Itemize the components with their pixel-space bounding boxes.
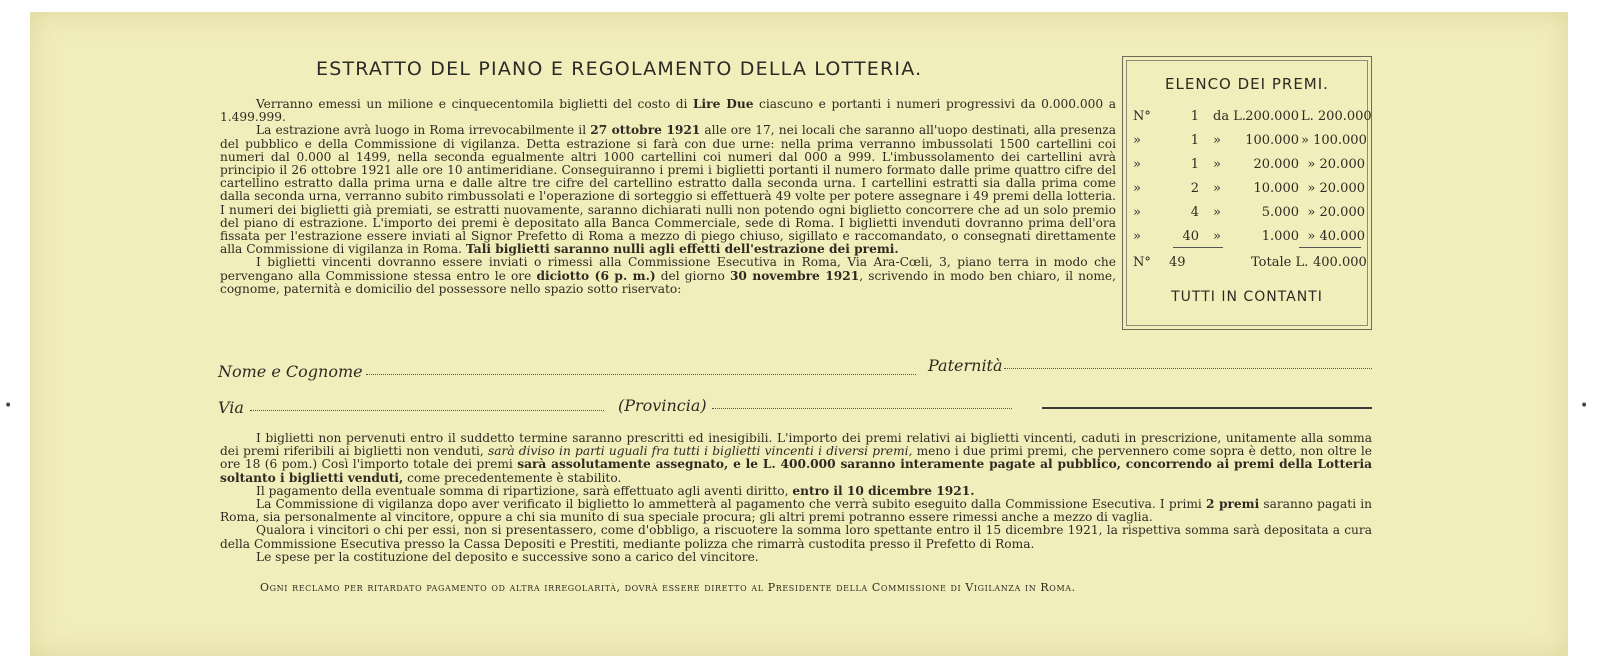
prize-unit: » [1213, 205, 1221, 220]
conditions-text-run: Il pagamento della eventuale somma di ripartizione, sarà effettuato agli aventi diritto, [256, 483, 793, 498]
conditions-paragraph-4: Qualora i vincitori o chi per essi, non si presentassero, come d'obbligo, a riscuotere la somma loro spettante entro il 15 dicembre 1921, la rispettiva somma sarà depositata a cura della Commissione Esecutiva presso la Cassa Depositi e Prestiti, mediante polizza che rimarrà custodita presso il Prefetto di Roma. [220, 523, 1372, 551]
prize-quantity: 1 [1190, 157, 1199, 172]
page-title: ESTRATTO DEL PIANO E REGOLAMENTO DELLA LOTTERIA. [316, 58, 923, 80]
total-rule-left [1173, 247, 1223, 248]
prize-total: » 100.000 [1301, 133, 1367, 148]
conditions-emphasis: sarà assolutamente assegnato, e le L. 400.000 saranno interamente pagate al pubblico, concorrendo ai premi della Lotteria soltanto i biglietti venduti, [220, 457, 1372, 485]
cash-label: TUTTI IN CONTANTI [1171, 289, 1323, 305]
prize-unit: » [1213, 181, 1221, 196]
prize-unit: » [1213, 133, 1221, 148]
prize-unit: » [1213, 229, 1221, 244]
total-value: 400.000 [1313, 255, 1367, 270]
regulation-text [220, 98, 1116, 296]
paternity-label: Paternità [928, 356, 1003, 375]
closing-notice: Ogni reclamo per ritardato pagamento od altra irregolarità, dovrà essere diretto al Presidente della Commissione di Vigilanza in Roma. [260, 581, 1076, 594]
prize-unit: » [1213, 157, 1221, 172]
prize-row [1133, 109, 1372, 129]
prize-number-mark: » [1133, 133, 1141, 148]
conditions-paragraph-5: Le spese per la costituzione del deposito e successive sono a carico del vincitore. [256, 549, 759, 564]
regulation-text-run: alle ore 17, nei locali che saranno all'uopo destinati, alla presenza del pubblico e della Commissione di vigilanza. Detta estrazione si farà con due urne: nella prima verranno imbussolati 1500 cartellini coi numeri dal 0.000 al 1499, nella seconda egualmente altri 1000 cartellini coi numeri dal 000 a 999. L'imbussolamento dei cartellini avrà principio il 26 ottobre 1921 alle ore 10 antimeridiane. Conseguiranno i premi i biglietti portanti il numero formato dalle prime quattro cifre del cartellino estratto dalla prima urna e dalle altre tre cifre del cartellino estratto dalla seconda urna. I cartellini estratti sia dalla prima come dalla seconda urna, verranno subito rimbussolati e l'operazione di sorteggio si effettuerà 49 volte per potere assegnare i 49 premi della lotteria. I numeri dei biglietti già premiati, se estratti nuovamente, saranno dichiarati nulli non potendo ogni biglietto concorrere che ad un solo premio del piano di estrazione. L'importo dei premi è depositato alla Banca Commerciale, sede di Roma. I biglietti invenduti dovranno prima dell'ora fissata per l'estrazione essere inviati al Signor Prefetto di Roma a mezzo di piego chiuso, sigillato e raccomandato, o consegnati direttamente alla Commissione di vigilanza in Roma. [220, 123, 1116, 257]
prize-quantity: 1 [1190, 109, 1199, 124]
prize-row [1133, 133, 1367, 153]
province-label: (Provincia) [618, 396, 707, 415]
prize-value: 20.000 [1253, 157, 1299, 172]
prize-row [1133, 205, 1365, 225]
regulation-paragraph-1 [220, 98, 1116, 124]
conditions-paragraph-3 [220, 498, 1372, 524]
total-number-mark: N° [1133, 255, 1151, 270]
regulation-text-run: Verranno emessi un milione e cinquecentomila biglietti del costo di [256, 97, 693, 111]
prize-list-box [1122, 56, 1372, 330]
prize-quantity: 2 [1190, 181, 1199, 196]
prize-row [1133, 157, 1365, 177]
prize-value: 10.000 [1253, 181, 1299, 196]
conditions-text-run: La Commissione di vigilanza dopo aver verificato il biglietto lo ammetterà al pagamento che verrà subito eseguito dalla Commissione Esecutiva. I primi [256, 497, 1206, 512]
prize-total-row [1133, 255, 1367, 275]
total-rule-right [1299, 247, 1361, 248]
prize-total: » 20.000 [1307, 157, 1365, 172]
conditions-emphasis: entro il 10 dicembre 1921. [792, 483, 975, 498]
conditions-text-run: meno i due primi premi, che pervennero come sopra è detto, non oltre le ore 18 (6 pom.) Così l'importo totale dei premi [220, 444, 1372, 472]
conditions-paragraph-1 [220, 432, 1372, 485]
regulation-text-run: I biglietti vincenti dovranno essere inviati o rimessi alla Commissione Esecutiva in Roma, Via Ara-Cœli, 3, piano terra in modo che pervengano alla Commissione stessa entro le ore [220, 255, 1116, 283]
regulation-paragraph-3 [220, 256, 1116, 296]
prize-list-title: ELENCO DEI PREMI. [1165, 75, 1329, 93]
prize-total: L. 200.000 [1301, 109, 1372, 124]
total-quantity: 49 [1169, 255, 1186, 270]
prize-row [1133, 181, 1365, 201]
prize-value: 1.000 [1261, 229, 1299, 244]
regulation-emphasis: diciotto (6 p. m.) [536, 268, 656, 283]
prize-quantity: 40 [1182, 229, 1199, 244]
prize-unit: da L. [1213, 109, 1246, 124]
regulation-emphasis: 30 novembre 1921 [729, 268, 860, 283]
prize-number-mark: N° [1133, 109, 1151, 124]
province-field-line[interactable] [712, 408, 1012, 409]
prize-total: » 20.000 [1307, 205, 1365, 220]
conditions-text-run: come precedentemente è stabilito. [403, 470, 622, 485]
prize-quantity: 1 [1190, 133, 1199, 148]
regulation-text-run: La estrazione avrà luogo in Roma irrevocabilmente il [256, 123, 591, 138]
prize-total: » 20.000 [1307, 181, 1365, 196]
fold-mark-right: • [1580, 398, 1589, 414]
prize-number-mark: » [1133, 157, 1141, 172]
regulation-text-run: del giorno [655, 268, 730, 283]
name-field-line[interactable] [366, 374, 916, 375]
prize-row [1133, 229, 1365, 249]
total-label: Totale L. [1251, 255, 1309, 270]
regulation-emphasis: 27 ottobre 1921 [590, 123, 701, 138]
prize-number-mark: » [1133, 205, 1141, 220]
prize-value: 5.000 [1261, 205, 1299, 220]
conditions-text-run: I biglietti non pervenuti entro il suddetto termine saranno prescritti ed inesigibili. L'importo dei premi relativi ai biglietti vincenti, caduti in prescrizione, unitamente alla somma dei premi riferibili ai biglietti non venduti, [220, 431, 1372, 459]
street-label: Via [218, 398, 244, 417]
conditions-text-run: saranno pagati in Roma, sia personalmente al vincitore, oppure a chi sia munito di sua speciale procura; gli altri premi potranno essere rimessi anche a mezzo di vaglia. [220, 497, 1372, 525]
separator-line [1042, 407, 1372, 409]
conditions-emphasis: 2 premi [1205, 497, 1260, 512]
fold-mark-left: • [4, 398, 13, 414]
regulation-emphasis: Tali biglietti saranno nulli agli effetti dell'estrazione dei premi. [465, 242, 899, 257]
regulation-text-run: ciascuno e portanti i numeri progressivi da 0.000.000 a 1.499.999. [220, 97, 1116, 125]
name-label: Nome e Cognome [218, 362, 363, 381]
street-field-line[interactable] [250, 410, 604, 411]
prize-value: 200.000 [1245, 109, 1299, 124]
regulation-emphasis: Lire Due [692, 97, 754, 111]
paternity-field-line[interactable] [1004, 368, 1372, 369]
regulation-paragraph-2 [220, 124, 1116, 256]
prize-quantity: 4 [1190, 205, 1199, 220]
prize-number-mark: » [1133, 181, 1141, 196]
prize-value: 100.000 [1245, 133, 1299, 148]
prize-total: » 40.000 [1307, 229, 1365, 244]
conditions-text [220, 432, 1372, 564]
prize-number-mark: » [1133, 229, 1141, 244]
regulation-text-run: , scrivendo in modo ben chiaro, il nome, cognome, paternità e domicilio del possessore nello spazio sotto riservato: [220, 268, 1117, 296]
conditions-italic: sarà diviso in parti uguali fra tutti i biglietti vincenti i diversi premi, [487, 444, 913, 459]
